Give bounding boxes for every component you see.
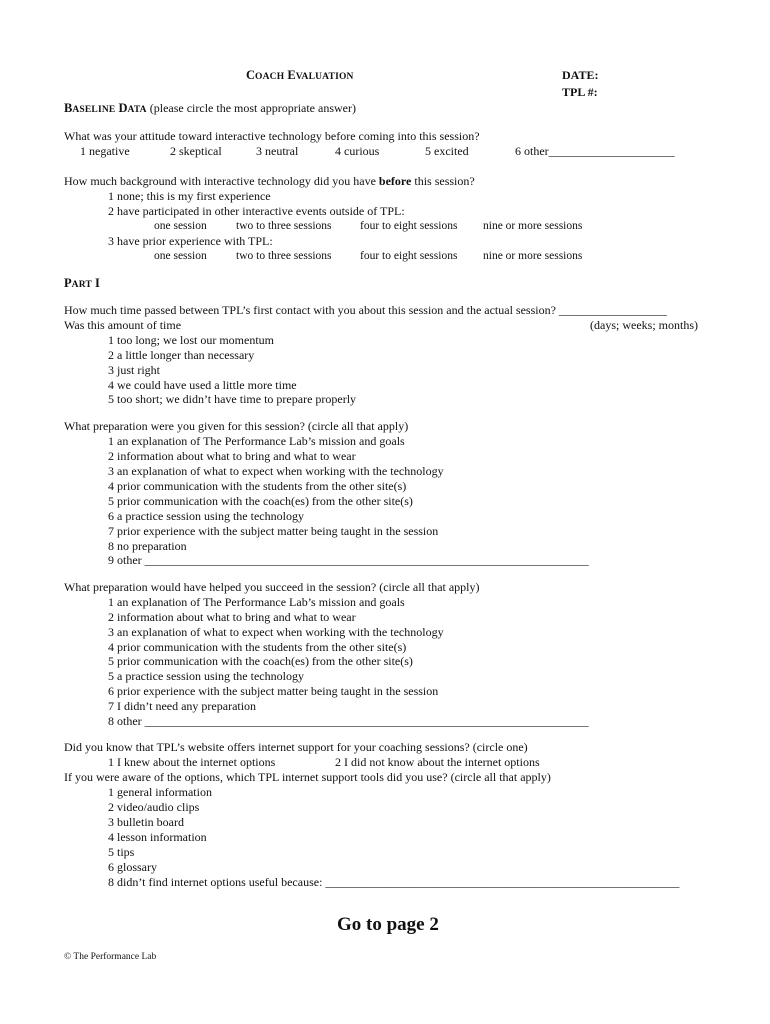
heading-letter: P [64, 276, 72, 290]
prep-helpful-option-other[interactable]: 8 other __________________________________________________________________________ [108, 714, 589, 728]
heading-rest-2: ATA [127, 105, 147, 115]
time-option[interactable]: 2 a little longer than necessary [108, 348, 255, 362]
prep-given-option[interactable]: 5 prior communication with the coach(es) from the other site(s) [108, 494, 413, 508]
date-label: DATE: [562, 68, 599, 82]
question-website-support: Did you know that TPL’s website offers internet support for your coaching sessions? (circle one) [64, 740, 528, 754]
website-option[interactable]: 1 I knew about the internet options [108, 755, 276, 769]
prep-helpful-option[interactable]: 1 an explanation of The Performance Lab’s mission and goals [108, 595, 405, 609]
prep-given-option[interactable]: 6 a practice session using the technology [108, 509, 304, 523]
tool-option[interactable]: 4 lesson information [108, 830, 207, 844]
session-option[interactable]: two to three sessions [236, 250, 332, 262]
question-text: How much background with interactive technology did you have [64, 174, 379, 188]
prep-helpful-option[interactable]: 2 information about what to bring and what to wear [108, 610, 356, 624]
prep-given-option[interactable]: 7 prior experience with the subject matter being taught in the session [108, 524, 439, 538]
title-letter: C [246, 68, 256, 82]
question-preparation-given: What preparation were you given for this session? (circle all that apply) [64, 419, 409, 433]
prep-given-option[interactable]: 4 prior communication with the students from the other site(s) [108, 479, 407, 493]
title-letter-2: E [287, 68, 296, 82]
heading-letter-2: D [118, 101, 128, 115]
attitude-option[interactable]: 1 negative [80, 144, 130, 158]
prep-helpful-option[interactable]: 4 prior communication with the students from the other site(s) [108, 640, 407, 654]
attitude-option[interactable]: 4 curious [335, 144, 380, 158]
session-option[interactable]: nine or more sessions [483, 220, 583, 232]
question-time-passed: How much time passed between TPL’s first contact with you about this session and the actual session? __________________ [64, 303, 667, 317]
tool-option-not-useful[interactable]: 8 didn’t find internet options useful because: ___________________________________________________________ [108, 875, 680, 889]
session-option[interactable]: four to eight sessions [360, 250, 458, 262]
website-option[interactable]: 2 I did not know about the internet options [335, 755, 540, 769]
baseline-instruction: (please circle the most appropriate answer) [149, 101, 356, 115]
heading-rest: ASELINE [72, 105, 116, 115]
form-title [246, 68, 354, 84]
prep-given-option[interactable]: 1 an explanation of The Performance Lab’s mission and goals [108, 434, 405, 448]
session-option[interactable]: two to three sessions [236, 220, 332, 232]
baseline-heading [64, 101, 356, 117]
session-option[interactable]: one session [154, 250, 207, 262]
question-amount-of-time: Was this amount of time [64, 318, 182, 332]
tool-option[interactable]: 2 video/audio clips [108, 800, 200, 814]
session-option[interactable]: four to eight sessions [360, 220, 458, 232]
attitude-option[interactable]: 5 excited [425, 144, 469, 158]
prep-helpful-option[interactable]: 6 prior experience with the subject matter being taught in the session [108, 684, 439, 698]
time-option[interactable]: 3 just right [108, 363, 161, 377]
question-preparation-helpful: What preparation would have helped you succeed in the session? (circle all that apply) [64, 580, 480, 594]
title-rest-2: VALUATION [295, 72, 354, 82]
session-option[interactable]: one session [154, 220, 207, 232]
background-option[interactable]: 3 have prior experience with TPL: [108, 234, 273, 248]
prep-given-option[interactable]: 2 information about what to bring and what to wear [108, 449, 356, 463]
title-rest: OACH [255, 72, 285, 82]
attitude-option[interactable]: 2 skeptical [170, 144, 222, 158]
go-to-page-link[interactable]: Go to page 2 [337, 914, 439, 935]
background-option[interactable]: 2 have participated in other interactive events outside of TPL: [108, 204, 405, 218]
prep-helpful-option[interactable]: 5 a practice session using the technology [108, 669, 304, 683]
time-option[interactable]: 4 we could have used a little more time [108, 378, 297, 392]
tpl-number-label: TPL #: [562, 85, 598, 99]
prep-given-option[interactable]: 3 an explanation of what to expect when working with the technology [108, 464, 444, 478]
heading-rest: ART [71, 280, 92, 290]
prep-given-option[interactable]: 8 no preparation [108, 539, 187, 553]
tool-option[interactable]: 3 bulletin board [108, 815, 184, 829]
background-option[interactable]: 1 none; this is my first experience [108, 189, 271, 203]
time-option[interactable]: 1 too long; we lost our momentum [108, 333, 274, 347]
prep-helpful-option[interactable]: 3 an explanation of what to expect when working with the technology [108, 625, 444, 639]
footer-copyright: © The Performance Lab [64, 952, 157, 962]
prep-given-option-other[interactable]: 9 other __________________________________________________________________________ [108, 553, 589, 567]
time-units: (days; weeks; months) [590, 318, 698, 332]
heading-letter: B [64, 101, 73, 115]
tool-option[interactable]: 1 general information [108, 785, 212, 799]
heading-numeral: I [94, 276, 100, 290]
time-option[interactable]: 5 too short; we didn’t have time to prepare properly [108, 392, 357, 406]
question-emphasis: before [378, 174, 412, 188]
session-option[interactable]: nine or more sessions [483, 250, 583, 262]
attitude-option[interactable]: 3 neutral [256, 144, 299, 158]
tool-option[interactable]: 6 glossary [108, 860, 157, 874]
question-background [64, 174, 475, 188]
tool-option[interactable]: 5 tips [108, 845, 135, 859]
question-tools-used: If you were aware of the options, which TPL internet support tools did you use? (circle all that apply) [64, 770, 551, 784]
question-attitude: What was your attitude toward interactive technology before coming into this session? [64, 129, 480, 143]
question-text-end: this session? [411, 174, 475, 188]
prep-helpful-option[interactable]: 7 I didn’t need any preparation [108, 699, 257, 713]
prep-helpful-option[interactable]: 5 prior communication with the coach(es) from the other site(s) [108, 654, 413, 668]
part-one-heading [64, 276, 100, 292]
attitude-option-other[interactable]: 6 other_____________________ [515, 144, 675, 158]
